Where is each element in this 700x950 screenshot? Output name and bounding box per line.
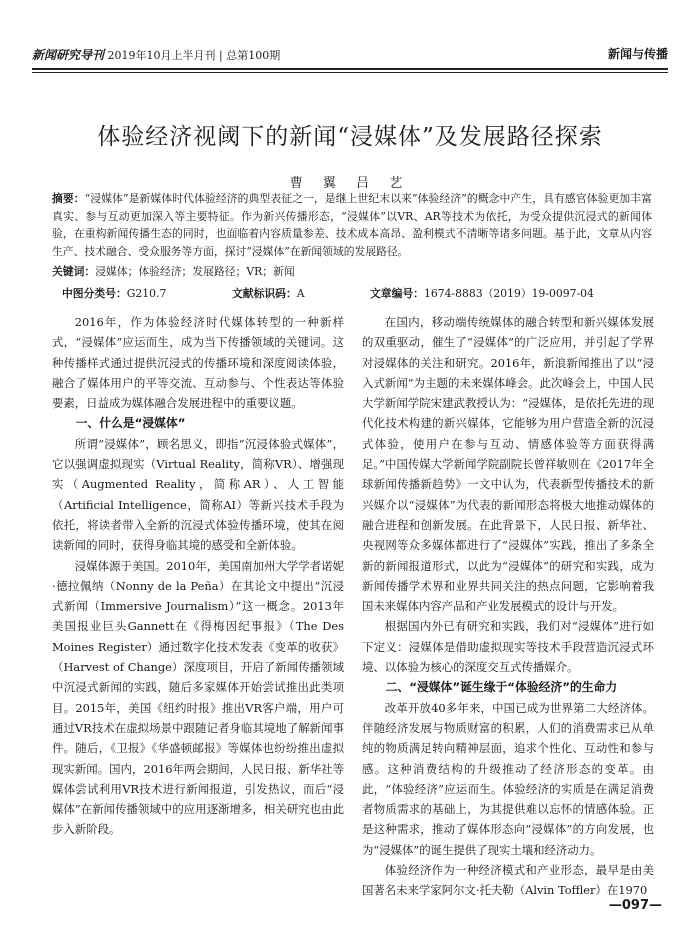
abstract-text: “浸媒体”是新媒体时代体验经济的典型表征之一，是继上世纪末以来“体验经济”的概念中产生，具有感官体验更加丰富真实、参与互动更加深入等主要特征。作为新兴传播形态，“浸媒体”以VR、AR等技术为依托，为受众提供沉浸式的新闻体验，在重构新闻传播生态的同时，也面临着内容质量参差、技术成本高昂、盈利模式不清晰等诸多问题。基于此，文章从内容生产、技术融合、受众服务等方面，探讨“浸媒体”在新闻领域的发展路径。 [52, 192, 653, 258]
clc-number [62, 286, 166, 301]
paragraph: 2016年，作为体验经济时代媒体转型的一种新样式，“浸媒体”应运而生，成为当下传播领域的关键词。这种传播样式通过提供沉浸式的传播环境和深度阅读体验，融合了媒体用户的平等交流、互动参与、个性表达等体验要素，日益成为媒体融合发展进程中的重要议题。 [52, 315, 344, 411]
page-number: —097— [608, 898, 662, 913]
section-name: 新闻与传播 [607, 47, 668, 61]
left-column [52, 312, 344, 872]
keywords [52, 264, 652, 279]
clc-label: 中图分类号： [62, 287, 127, 300]
article-label: 文章编号： [370, 287, 424, 300]
header-rule-thick [32, 68, 668, 70]
keywords-text: 浸媒体；体验经济；发展路径；VR；新闻 [95, 265, 295, 278]
article-author: 曹 翼 吕 艺 [289, 176, 411, 191]
document-code [232, 286, 305, 301]
paragraph: 所谓“浸媒体”，顾名思义，即指“沉浸体验式媒体”，它以强调虚拟现实（Virtual Reality，简称VR）、增强现实（Augmented Reality，简称AR）、人工智能（Artificial Intelligence，简称AI）等新兴技术手段为依托，将读者带入全新的沉浸式体验传播环境，使其在阅读新闻的同时，获得身临其境的感受和全新体验。 [52, 436, 344, 553]
section-heading: 二、“浸媒体”诞生缘于“体验经济”的生命力 [385, 680, 618, 695]
journal-logo: 新闻研究导刊 [32, 48, 105, 62]
doc-label: 文献标识码： [232, 287, 297, 300]
header-journal-issue [32, 46, 280, 63]
right-column [362, 312, 654, 898]
paragraph: 浸媒体源于美国。2010年，美国南加州大学学者诺妮·德拉佩纳（Nonny de la Peña）在其论文中提出“沉浸式新闻（Immersive Journalism）”这一概念。2013年美国报业巨头Gannett在《得梅因纪事报》（The Des Moines Register）通过数字化技术发表《变革的收获》（Harvest of Change）深度项目，开启了新闻传播领域中沉浸式新闻的实践，随后多家媒体开始尝试推出此类项目。2015年，美国《纽约时报》推出VR客户端，用户可通过VR技术在虚拟场景中跟随记者身临其境地了解新闻事件。随后，《卫报》《华盛顿邮报》等媒体也纷纷推出虚拟现实新闻。国内，2016年两会期间，人民日报、新华社等媒体尝试利用VR技术进行新闻报道，引发热议，而后“浸媒体”在新闻传播领域中的应用逐渐增多，相关研究也由此步入新阶段。 [52, 558, 344, 837]
paragraph: 在国内，移动端传统媒体的融合转型和新兴媒体发展的双重驱动，催生了“浸媒体”的广泛应用，并引起了学界对浸媒体的关注和研究。2016年，新浪新闻推出了以“浸入式新闻”为主题的未来媒体峰会。此次峰会上，中国人民大学新闻学院宋建武教授认为：“浸媒体，是依托先进的现代化技术构建的新兴媒体，它能够为用户营造全新的沉浸式体验，使用户在参与互动、情感体验等方面获得满足。”中国传媒大学新闻学院副院长曾祥敏则在《2017年全球新闻传播新趋势》一文中认为，代表新型传播技术的新兴媒介以“浸媒体”为代表的新闻形态将极大地推动媒体的融合进程和创新发展。在此背景下，人民日报、新华社、央视网等众多媒体都进行了“浸媒体”实践，推出了多条全新的新闻报道形式，以此为“浸媒体”的研究和实践，成为新闻传播学术界和业界共同关注的热点问题，它影响着我国未来媒体内容产品和产业发展模式的设计与开发。 [362, 315, 654, 614]
paragraph: 改革开放40多年来，中国已成为世界第二大经济体。伴随经济发展与物质财富的积累，人们的消费需求已从单纯的物质满足转向精神层面，追求个性化、互动性和参与感。这种消费结构的升级推动了经济形态的变革。由此，“体验经济”应运而生。体验经济的实质是在满足消费者物质需求的基础上，为其提供难以忘怀的情感体验。正是这种需求，推动了媒体形态向“浸媒体”的方向发展，也为“浸媒体”的诞生提供了现实土壤和经济动力。 [362, 700, 654, 857]
running-header [32, 44, 668, 64]
doc-value: A [296, 287, 305, 300]
abstract-label: 摘要： [52, 192, 85, 205]
section-heading: 一、什么是“浸媒体” [75, 416, 186, 431]
article-title: 体验经济视阈下的新闻“浸媒体”及发展路径探索 [97, 124, 603, 150]
article-value: 1674-8883（2019）19-0097-04 [423, 287, 594, 300]
paragraph: 根据国内外已有研究和实践，我们对“浸媒体”进行如下定义：浸媒体是借助虚拟现实等技术手段营造沉浸式环境、以体验为核心的深度交互式传播媒介。 [362, 619, 654, 675]
clc-value: G210.7 [126, 287, 167, 300]
article-number [370, 286, 594, 301]
keywords-label: 关键词： [52, 265, 96, 278]
header-rule-thin [32, 72, 668, 73]
issue-info: 2019年10月上半月刊 | 总第100期 [107, 49, 281, 62]
abstract [52, 190, 652, 260]
paragraph: 体验经济作为一种经济模式和产业形态，最早是由美国著名未来学家阿尔文·托夫勒（Alvin Toffler）在1970 [362, 863, 654, 898]
